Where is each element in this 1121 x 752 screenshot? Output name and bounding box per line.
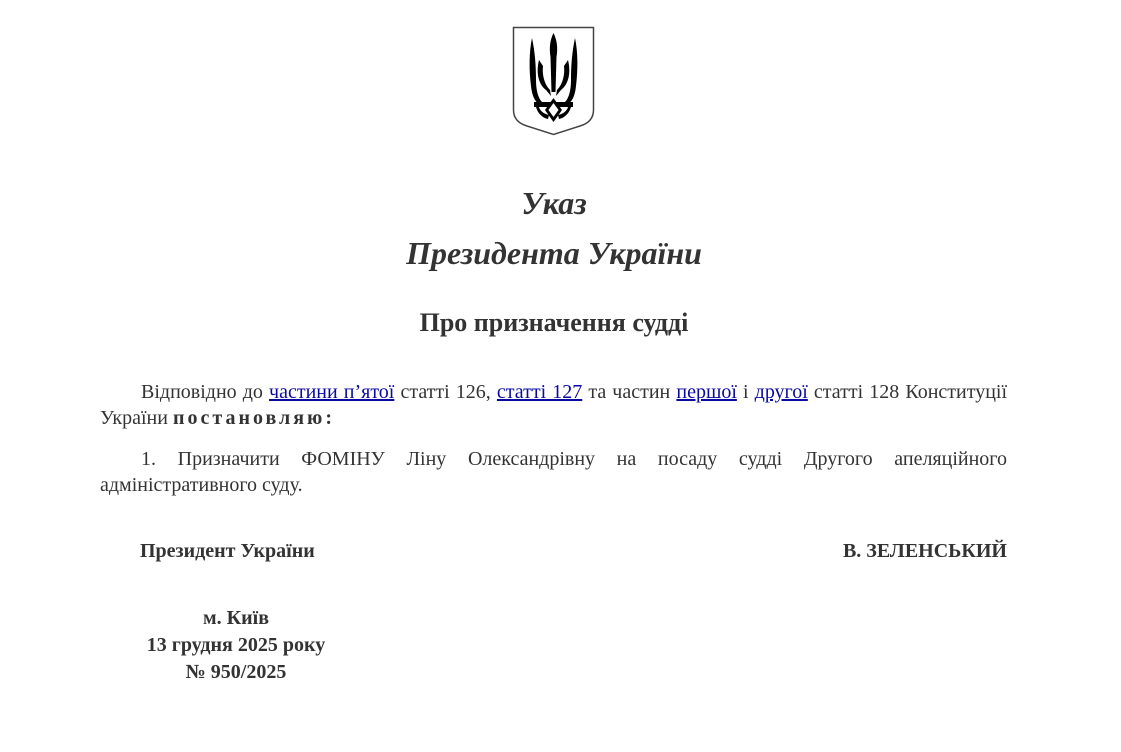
- issue-date: 13 грудня 2025 року: [146, 634, 326, 656]
- decree-word: постановляю:: [172, 407, 335, 429]
- coat-of-arms-icon: [512, 26, 595, 136]
- preamble-text: статті 126,: [394, 381, 497, 403]
- issue-city: м. Київ: [202, 607, 269, 629]
- signatory-name: В. ЗЕЛЕНСЬКИЙ: [842, 540, 1007, 562]
- preamble-text: та частин: [582, 381, 677, 403]
- decree-title: Указ: [521, 185, 587, 221]
- decree-item-1: [100, 446, 1007, 498]
- decree-item-text: 1. Призначити ФОМІНУ Ліну Олександрівну на посаду судді Другого апеляційного адміністративного суду.: [100, 448, 1007, 496]
- decree-subject: Про призначення судді: [419, 308, 689, 337]
- preamble-text: і: [736, 381, 755, 403]
- decree-issuer: Президента України: [406, 235, 702, 271]
- issue-details: [118, 605, 354, 686]
- preamble-text: Відповідно до: [141, 381, 270, 403]
- link-part-first[interactable]: першої: [676, 381, 737, 403]
- link-part-five[interactable]: частини п’ятої: [269, 381, 395, 403]
- preamble-paragraph: [100, 379, 1007, 431]
- link-article-127[interactable]: статті 127: [496, 381, 583, 403]
- signatory-position: Президент України: [140, 540, 315, 562]
- preamble-text: статті 128 Конституції України: [100, 381, 1008, 429]
- link-part-second[interactable]: другої: [754, 381, 808, 403]
- decree-number: № 950/2025: [185, 661, 287, 683]
